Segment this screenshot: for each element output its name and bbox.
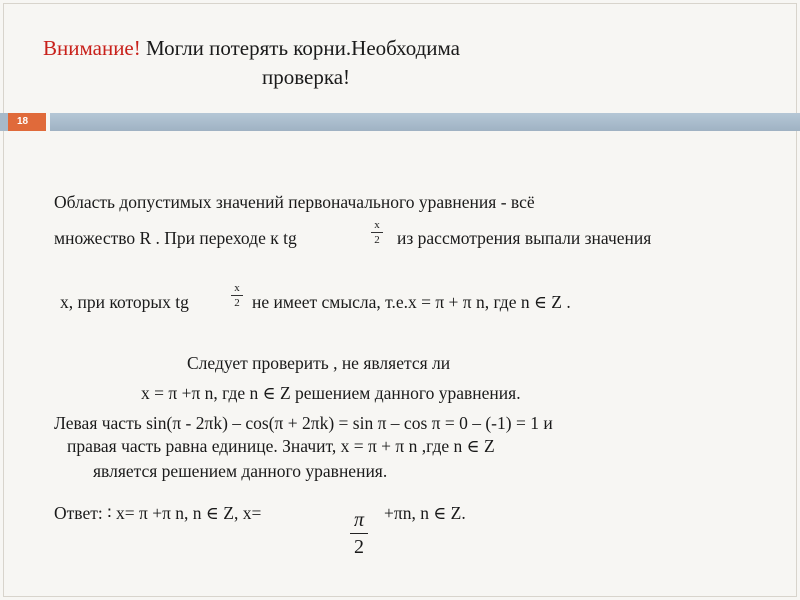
fraction-bar xyxy=(371,232,383,233)
paragraph-2-start: множество R . При переходе к tg xyxy=(54,228,297,248)
paragraph-1: Область допустимых значений первоначального уравнения - всё xyxy=(54,192,535,212)
fraction-denominator: 2 xyxy=(234,297,240,309)
answer-start: Ответ: ∶ x= π +π n, n ∈ Z, x= xyxy=(54,503,262,523)
paragraph-4: Следует проверить , не является ли xyxy=(187,353,451,373)
slide-number-badge xyxy=(8,113,46,131)
paragraph-7: правая часть равна единице. Значит, x = π + π n ,где n ∈ Z xyxy=(67,436,495,456)
answer-end: +πn, n ∈ Z. xyxy=(384,503,466,523)
paragraph-5: x = π +π n, где n ∈ Z решением данного уравнения. xyxy=(141,383,521,403)
fraction-x-over-2 xyxy=(231,282,243,309)
paragraph-6: Левая часть sin(π - 2πk) – cos(π + 2πk) = sin π – cos π = 0 – (-1) = 1 и xyxy=(54,413,553,433)
fraction-numerator: x xyxy=(234,282,240,294)
paragraph-3-start: x, при которых tg xyxy=(60,292,189,312)
title-line-1 xyxy=(43,34,460,62)
fraction-bar xyxy=(231,295,243,296)
fraction-denominator: 2 xyxy=(354,536,364,558)
fraction-x-over-2 xyxy=(371,219,383,246)
slide-number: 18 xyxy=(17,116,29,127)
paragraph-8: является решением данного уравнения. xyxy=(93,461,388,481)
fraction-pi-over-2 xyxy=(350,509,368,558)
fraction-numerator: π xyxy=(353,509,365,531)
paragraph-3-end: не имеет смысла, т.е.x = π + π n, где n ∈ Z . xyxy=(252,292,571,312)
header-bar-left xyxy=(0,113,8,131)
title-warning: Внимание! xyxy=(43,36,141,60)
paragraph-2-end: из рассмотрения выпали значения xyxy=(397,228,652,248)
fraction-denominator: 2 xyxy=(374,234,380,246)
title-line-1-text: Могли потерять корни.Необходима xyxy=(140,36,461,60)
title-line-2: проверка! xyxy=(262,65,351,89)
header-bar-right xyxy=(50,113,800,131)
fraction-numerator: x xyxy=(374,219,380,231)
fraction-bar xyxy=(350,533,368,534)
